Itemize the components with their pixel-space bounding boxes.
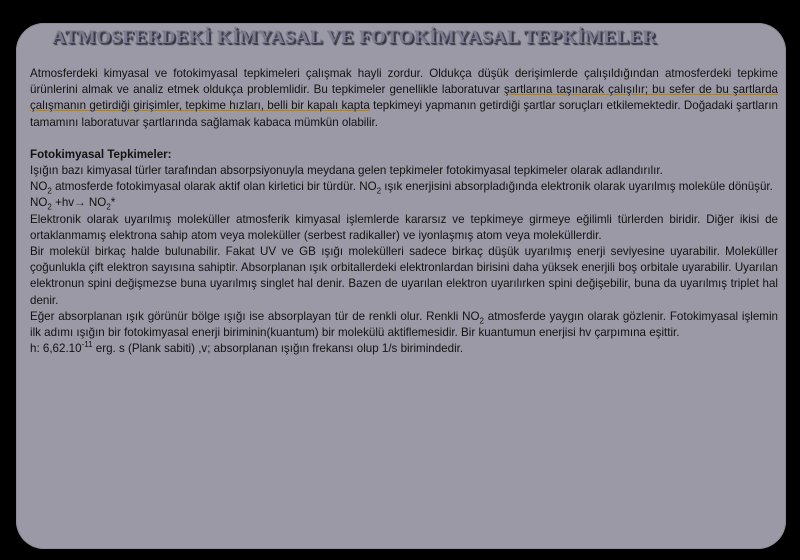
slide-body [30,66,778,357]
no2-subscript-2: 2 [376,186,382,196]
no2-subscript: 2 [47,186,52,196]
paragraph-definition: Işığın bazı kimyasal türler tarafından absorpsiyonuyla meydana gelen tepkimeler fotokimyasal tepkimeler olarak adlandırılır. [30,164,663,178]
slide-title: ATMOSFERDEKİ KİMYASAL VE FOTOKİMYASAL TEPKİMELER [52,27,657,48]
intro-paragraph [30,66,778,131]
planck-text-cont: erg. s (Plank sabiti) ,v; absorplanan ışığın frekansı olup 1/s birimindedir. [92,342,464,356]
no2-text-end: ışık enerjisini absorpladığında elektronik olarak uyarılmış moleküle dönüşür. [381,180,773,194]
intro-text-1: Atmosferdeki kimyasal ve fotokimyasal tepkimeleri çalışmak hayli zordur. Oldukça düşük derişimlerde çalışıldığından atmosferdeki tepkime ürünlerini almak ve analiz etmek oldukça problemlidir. Bu tepkimeler genellikle laboratuvar [30,67,778,97]
equation-reactant: NO [30,196,48,210]
visible-light-subscript: 2 [479,316,484,326]
paragraph-planck [30,341,778,357]
equation-product: NO [85,196,107,210]
paragraph-excited-molecules: Elektronik olarak uyarılmış moleküller atmosferik kimyasal işlemlerde kararsız ve tepkimeye girmeye eğilimli türlerden biridir. Diğer ikisi de ortaklanmamış elektrona sahip atom veya moleküller (serbest radikaller) ve iyonlaşmış atom veya moleküllerdir. [30,212,778,242]
section-heading: Fotokimyasal Tepkimeler: [30,147,172,161]
reaction-arrow-icon: → [74,196,86,210]
reaction-equation [30,195,778,211]
equation-excited-mark: * [110,196,116,210]
visible-light-text-cont: atmosferde yaygın olarak gözlenir. Fotokimyasal işlemin ilk adımı ışığın bir fotokimyasal enerji biriminin(kuantum) bir molekülü aktiflemesidir. Bir kuantumun enerjisi hv çarpımına eşittir. [30,309,778,340]
visible-light-text: Eğer absorplanan ışık görünür bölge ışığı ise absorplayan tür de renkli olur. Renkli NO [30,309,480,323]
equation-photon: +hv [51,196,75,210]
paragraph-no2 [30,179,778,195]
planck-exponent: -11 [81,340,93,350]
paragraph-visible-light [30,309,778,341]
paragraph-spacer [30,131,778,147]
intro-text-2: tepkimeyi yapmanın getirdiği şartlar soruçları etkilemektedir. Doğadaki şartların tamamını laboratuvar şartlarında sağlamak kabaca mümkün olabilir. [30,99,778,129]
planck-text: h: 6,62.10 [30,342,82,356]
paragraph-energy-levels: Bir molekül birkaç halde bulunabilir. Fakat UV ve GB ışığı molekülleri sadece birkaç düşük uyarılmış enerji seviyesine uyarabilir. Moleküller çoğunlukla çift elektron sayısına sahiptir. Absorplanan ışık orbitallerdeki elektronlardan birisini daha yüksek enerjili boş orbitale uyarabilir. Uyarılan elektronun spini değişmezse buna uyarılmış singlet hal denir. Bazen de uyarılan elektron uyarılırken spini değişebilir, buna da uyarılmış triplet hal denir. [30,245,778,307]
equation-reactant-subscript: 2 [47,202,52,212]
intro-underlined-text: şartlarına taşınarak çalışılır; bu sefer de bu şartlarda çalışmanın getirdiği girişimler, tepkime hızları, belli bir kapalı kapta [30,83,778,113]
no2-text-cont: atmosferde fotokimyasal olarak aktif olan kirletici bir türdür. NO [51,180,377,194]
no2-text: NO [30,180,48,194]
equation-product-subscript: 2 [106,202,111,212]
